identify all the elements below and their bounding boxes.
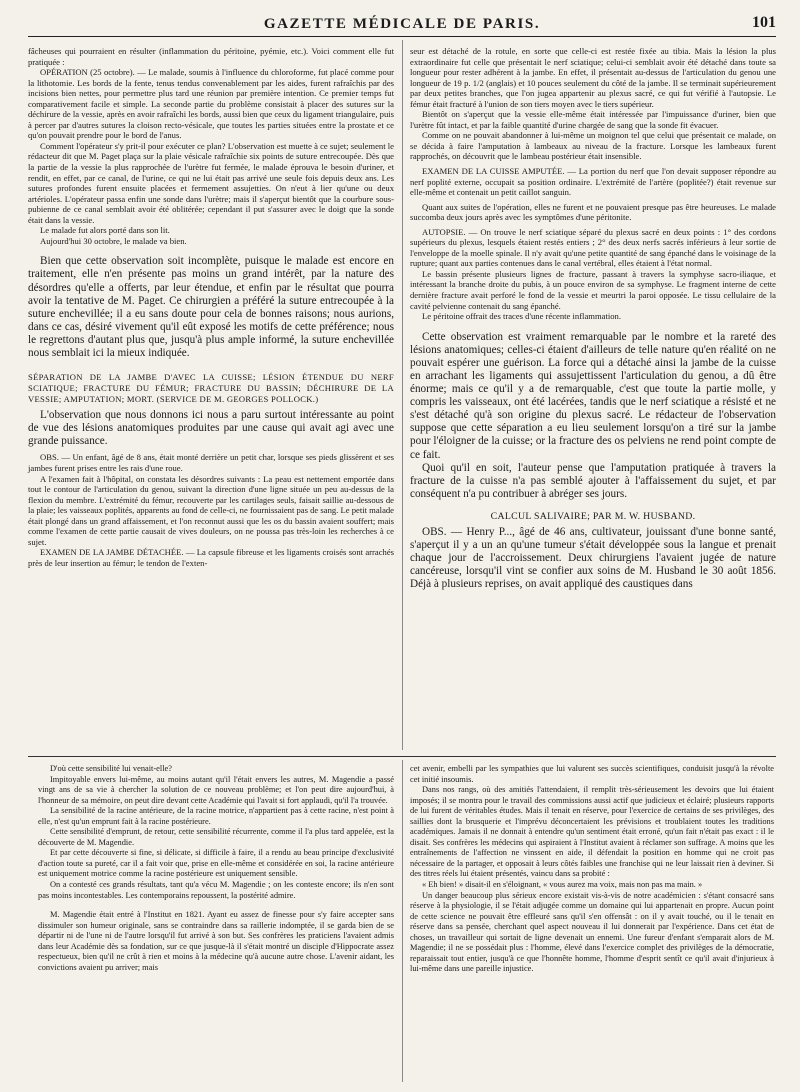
paragraph: fâcheuses qui pourraient en résulter (inflammation du péritoine, pyémie, etc.). Voici comment elle fut pratiquée : <box>28 46 394 67</box>
paragraph: Le bassin présente plusieurs lignes de fracture, passant à travers la symphyse sacro-iliaque, et intéressant la branche droite du pubis, à un pouce environ de sa symphyse. Le fragment interne de cette dernière fracture avait perforé le fond de la vessie et meurtri la paroi opposée. Le tissu cellulaire de la cavité pelvienne contenait du sang épanché. <box>410 268 776 311</box>
journal-title: GAZETTE MÉDICALE DE PARIS. <box>263 16 541 32</box>
paragraph: Aujourd'hui 30 octobre, le malade va bien. <box>40 235 187 246</box>
page-header <box>28 14 776 37</box>
paragraph: A l'examen fait à l'hôpital, on constata les désordres suivants : La peau est nettement emportée dans tout le contour de l'articulation du genou, suivant la direction d'une ligne située un peu au-dessus de la flexion du membre. L'extrémité du fémur, recouverte par les cartilages seuls, faisait saillie au-dessous de la plaie; les vaisseaux poplités, apparents au fond de celle-ci, ne fournissaient pas de sang. Le petit malade était plongé dans un grand affaissement, et l'on reconnut aussi que les os du bassin avaient souffert; mais comme l'examen de cette partie causait de vives douleurs, on ne poussa pas très-loin les recherches à ce sujet. <box>28 473 394 547</box>
paragraph: seur est détaché de la rotule, en sorte que celle-ci est restée fixée au tibia. Mais la lésion la plus extraordinaire fut celle que présentait le nerf sciatique; celui-ci semblait avoir été détaché dans toute sa longueur pour rester adhérent à la jambe. En effet, il présentait au-dessus de l'articulation du genou une longueur de 19 p. 1/2 (anglais) et 10 pouces seulement du côté de la jambe. Il se terminait supérieurement par deux petites branches, que l'on jugea appartenir au plexus sacré, ce qui fut vérifié à l'autopsie. Le fémur était fracturé à l'union de son tiers moyen avec le tiers supérieur. <box>410 46 776 109</box>
paragraph: Dans nos rangs, où des amitiés l'attendaient, il remplit très-sérieusement les devoirs que lui étaient imposés; il se montra pour le travail des commissions aussi actif que judicieux et éclairé; plusieurs rapports de lui furent de véritables études. Mais il tenait en réserve, pour l'exercice de certains de ses privilèges, des saillies dont la brusquerie et l'imprévu déconcertaient les prévisions et troublaient toutes les traditions académiques. Jamais il ne donnait à entendre qu'un sentiment était erroné, qu'un fait n'était pas exact : il le disait. Ses confrères les médecins qui aspiraient à l'Institut avaient à réclamer son suffrage. A moins que les entraînements de l'affection ne vinssent en aide, il défendait la position en homme qui ne croit pas nécessaire de la partager, et opposait à leurs côtés faibles une franchise qui ne leur laissait rien à deviner. Si des titres réels lui étaient présentés, vaincu dans sa probité : <box>410 785 774 879</box>
paragraph: Cette sensibilité d'emprunt, de retour, cette sensibilité récurrente, comme il l'a plus tard appelée, est la découverte de M. Magendie. <box>38 827 394 847</box>
section-heading: SÉPARATION DE LA JAMBE D'AVEC LA CUISSE; LÉSION ÉTENDUE DU NERF SCIATIQUE; FRACTURE DU FÉMUR; FRACTURE DU BASSIN; DÉCHIRURE DE LA VESSIE; AMPUTATION; MORT. (SERVICE DE M. GEORGES POLLOCK.) <box>28 372 394 405</box>
left-column <box>28 46 394 568</box>
paragraph: M. Magendie était entré à l'Institut en 1821. Ayant eu assez de finesse pour s'y faire accepter sans dissimuler son humeur originale, sans se contraindre dans sa raillerie indomptée, il se garda bien de se départir ni de l'une ni de l'autre lorsqu'il fut arrivé à son but. Ses confrères les praticiens l'avaient admis dans leur Académie dès sa fondation, sur ce que jusque-là il s'était montré un disciple d'Hippocrate assez respectueux, bien qu'il ne crût à rien et moins à la médecine qu'à aucune autre chose. L'avenir aidant, les convictions avaient pu arriver; mais <box>38 910 394 972</box>
observation-paragraph: OBS. — Un enfant, âgé de 8 ans, était monté derrière un petit char, lorsque ses pieds glissèrent et ses jambes furent prises entre les rais d'une roue. <box>28 452 394 473</box>
section-heading: CALCUL SALIVAIRE; PAR M. W. HUSBAND. <box>490 510 696 522</box>
column-divider-bottom <box>402 760 403 1082</box>
observation-paragraph: OBS. — Henry P..., âgé de 46 ans, cultivateur, jouissant d'une bonne santé, s'aperçut il y a un an qu'une tumeur s'était développée sous la langue et prenait chaque jour de l'accroissement. Deux chirurgiens l'avaient jugée de nature cancéreuse, lorsqu'il vint se confier aux soins de M. Husband le 30 août 1856. Déjà à plusieurs reprises, on avait appliqué des caustiques dans <box>410 525 776 591</box>
paragraph-autopsy: AUTOPSIE. — On trouve le nerf sciatique séparé du plexus sacré en deux points : 1° des cordons supérieurs du plexus, lesquels étaient restés entiers ; 2° des deux nerfs sacrés inférieurs à leur sortie de l'enveloppe de la moelle spinale. Il n'y avait qu'une petite quantité de sang épanché dans le voisinage de la rupture; quant aux parties contenues dans le canal vertébral, elles étaient à l'état normal. <box>410 226 776 269</box>
paragraph: Quant aux suites de l'opération, elles ne furent et ne pouvaient presque pas être heureuses. Le malade succomba deux jours après avec les symptômes d'une péritonite. <box>410 201 776 223</box>
page-number: 101 <box>752 14 776 31</box>
paragraph: Comment l'opérateur s'y prit-il pour exécuter ce plan? L'observation est muette à ce sujet; seulement le rédacteur dit que M. Paget plaça sur la plaie vésicale rafraîchie six points de suture entrecoupée. Dès que la partie de la vessie la plus rapprochée de l'urètre fut fermée, le malade éprouva le besoin d'uriner, et rendit, en effet, par ce canal, de l'urine, ce qui ne lui était pas arrivé une seule fois depuis deux ans. Les sutures profondes furent ensuite placées et fermement assujetties. On n'eut à lier qu'une ou deux artérioles. L'opérateur passa enfin une sonde dans l'urètre; mais il s'aperçut bientôt que la courbure sous-pubienne de ce canal semblait avoir été oblitérée; cependant il put s'assurer avec le doigt que la sonde était dans la vessie. <box>28 140 394 225</box>
paragraph: Un danger beaucoup plus sérieux encore existait vis-à-vis de notre académicien : s'étant consacré sans réserve à la physiologie, il se l'était adjugée comme un domaine qui lui appartenait en propre. Aucun point de cette science ne pouvait être effleuré sans qu'il s'en offensât : on il y avait touché, ou il le tenait en réserve dans sa pensée, cherchant quel aspect nouveau il lui donnerait par l'expérience. Dans cet état de choses, un travailleur qui sortait de ligne devenait un ennemi. Une fureur d'enfant s'emparait alors de M. Magendie; il ne se possédait plus : l'homme, élevé dans l'exercice complet des privilèges de la démocratie, reparaissait tout entier, jusqu'à ce que l'honnête homme, l'homme d'esprit sentît ce qu'il avait d'injurieux à lui-même dans une pareille injustice. <box>410 890 774 974</box>
paragraph-quote: « Eh bien! » disait-il en s'éloignant, « vous aurez ma voix, mais non pas ma main. » <box>422 880 703 890</box>
commentary-paragraph: Cette observation est vraiment remarquable par le nombre et la rareté des lésions anatomiques; celles-ci étaient d'ailleurs de telle nature qu'en réalité on ne pouvait espérer une guérison. La force qui a détaché ainsi la jambe de la cuisse en arrachant les ligaments qui assujettissent l'articulation du genou, a dû être énorme; mais ce qu'il y a de remarquable, c'est que toute la partie molle, y compris les vaisseaux, ont été lacérées, tandis que le nerf sciatique a résisté et ne s'est détaché qu'à son origine du plexus sacré. Le rédacteur de l'observation suppose que cette séparation a eu lieu seulement lorsqu'on a tiré sur la jambe pour l'éloigner de la cuisse; or la fracture des os pelviens ne rend point compte de ce fait. <box>410 330 776 461</box>
paragraph: Bientôt on s'aperçut que la vessie elle-même était intéressée par l'impuissance d'uriner, bien que l'urètre fût intact, et par la faible quantité d'urine chargée de sang que la sonde fit évacuer. <box>410 109 776 130</box>
commentary-paragraph: Bien que cette observation soit incomplète, puisque le malade est encore en traitement, elle n'en présente pas moins un grand intérêt, par la nature des désordres qu'elle a offerts, par leur étendue, et enfin par le résultat que pourra avoir la tentative de M. Paget. Ce chirurgien a préféré la suture entrecoupée à la suture enchevillée; il a eu sans doute pour cela de bonnes raisons; nous aurions, dans ce cas, désiré vivement qu'il eût exposé les motifs de cette préférence; nous le regrettons d'autant plus que, jusqu'à plus ample informé, la suture enchevillée nous semblait ici la mieux indiquée. <box>28 255 394 360</box>
paragraph-operation: OPÉRATION (25 octobre). — Le malade, soumis à l'influence du chloroforme, fut placé comme pour la lithotomie. Les bords de la fente, tenus tendus convenablement par les aides, furent rafraîchis par des incisions bien nettes, pour permettre plus tard une réunion par première intention. Ce premier temps fut comparativement facile et simple. La seconde partie du problème consistait à placer des sutures sur la déchirure de la vessie, après en avoir rafraîchi les bords, aussi bien que ceux du ligament triangulaire, puis à percer par d'autres sutures la cloison recto-vésicale, que toutes les parties situées entre la prostate et ce qu'on pouvait prendre pour le bord de l'anus. <box>28 67 394 141</box>
feuilleton-right-column <box>410 764 774 975</box>
right-column <box>410 46 776 591</box>
paragraph: D'où cette sensibilité lui venait-elle? <box>50 764 172 773</box>
paragraph: Impitoyable envers lui-même, au moins autant qu'il l'était envers les autres, M. Magendie a passé vingt ans de sa vie à chercher la solution de ce nouveau problème; et l'on peut dire aujourd'hui, à l'honneur de sa mémoire, on peut dire devant cette Académie qui l'avait si fort applaudi, qu'il l'a trouvée. <box>38 774 394 805</box>
paragraph-exam: EXAMEN DE LA JAMBE DÉTACHÉE. — La capsule fibreuse et les ligaments croisés sont arrachés près de leur insertion au fémur; le tendon de l'exten- <box>28 547 394 568</box>
paragraph-exam-thigh: EXAMEN DE LA CUISSE AMPUTÉE. — La portion du nerf que l'on devait supposer répondre au nerf poplité externe, occupait sa position ordinaire. L'extrémité de l'artère (poplitée?) était revenue sur elle-même et contenait un petit caillot sanguin. <box>410 166 776 198</box>
feuilleton-left-column <box>38 764 394 973</box>
paragraph: On a contesté ces grands résultats, tant qu'a vécu M. Magendie ; on les conteste encore; ils n'en sont pas moins incontestables. Les contemporains repoussent, la postérité admire. <box>38 880 394 900</box>
feuilleton-rule <box>28 756 776 757</box>
paragraph: Comme on ne pouvait abandonner à lui-même un moignon tel que celui que présentait ce malade, on se décida à faire l'amputation à lambeaux au niveau de la fracture. Lorsque les lambeaux furent rapprochés, on découvrit que le lambeau postérieur était insensible. <box>410 130 776 162</box>
paragraph: La sensibilité de la racine antérieure, de la racine motrice, n'appartient pas à cette racine, n'est point à elle, n'est qu'un emprunt fait à la racine postérieure. <box>38 806 394 826</box>
intro-paragraph: L'observation que nous donnons ici nous a paru surtout intéressante au point de vue des lésions anatomiques produites par une cause qui avait agi avec une grande puissance. <box>28 409 394 448</box>
paragraph: Le péritoine offrait des traces d'une récente inflammation. <box>422 311 621 322</box>
commentary-paragraph: Quoi qu'il en soit, l'auteur pense que l'amputation pratiquée à travers la fracture de la cuisse n'a pas semblé ajouter à l'affaissement du sujet, et par conséquent n'a pu contribuer à abréger ses jours. <box>410 461 776 500</box>
paragraph: Et par cette découverte si fine, si délicate, si difficile à faire, il a rendu au beau principe d'exclusivité d'action toute sa pureté, car il a fait voir que, prise en elle-même et considérée en soi, la racine antérieure est uniquement motrice comme la racine postérieure est uniquement sensible. <box>38 848 394 879</box>
column-divider-top <box>402 40 403 750</box>
paragraph: Le malade fut alors porté dans son lit. <box>40 225 170 236</box>
paragraph: cet avenir, embelli par les sympathies que lui valurent ses succès scientifiques, conduisit jusqu'à la révolte cet initié insoumis. <box>410 764 774 784</box>
